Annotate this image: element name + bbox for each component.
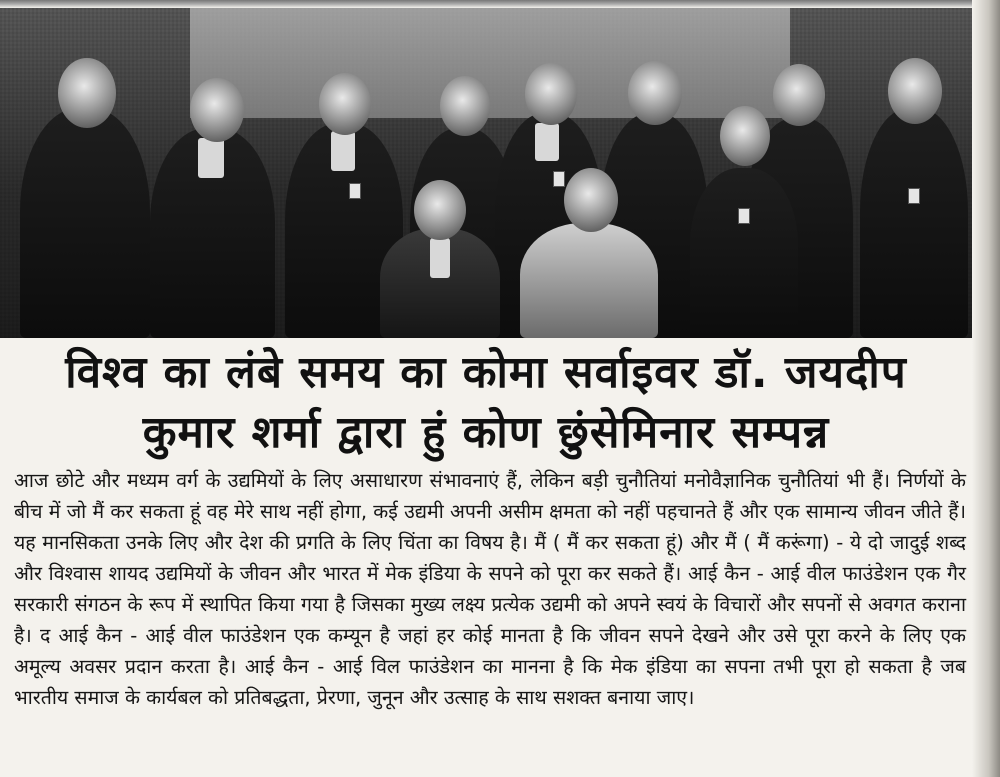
person xyxy=(380,178,500,338)
person xyxy=(150,58,280,338)
headline-line-1: विश्व का लंबे समय का कोमा सर्वाइवर डॉ. जयदीप xyxy=(65,347,907,398)
headline-line-2: कुमार शर्मा द्वारा हुं कोण छुंसेमिनार सम्पन्न xyxy=(142,407,830,458)
page-top-edge xyxy=(0,0,1000,8)
group-photo xyxy=(0,8,972,338)
person xyxy=(20,38,150,338)
person xyxy=(860,38,970,338)
page-right-edge xyxy=(972,0,1000,777)
person xyxy=(690,98,800,338)
article-body: आज छोटे और मध्यम वर्ग के उद्यमियों के लिए असाधारण संभावनाएं हैं, लेकिन बड़ी चुनौतियां मनोवैज्ञानिक चुनौतियां भी हैं। निर्णयों के बीच में जो मैं कर सकता हूं वह मेरे साथ नहीं होगा, कई उद्यमी अपनी असीम क्षमता को नहीं पहचानते हैं और एक सामान्य जीवन जीते हैं। यह मानसिकता उनके लिए और देश की प्रगति के लिए चिंता का विषय है। मैं ( मैं कर सकता हूं) और मैं ( मैं करूंगा) - ये दो जादुई शब्द और विश्वास शायद उद्यमियों के जीवन और भारत में मेक इंडिया के सपने को पूरा कर सकते हैं। आई कैन - आई वील फाउंडेशन एक गैर सरकारी संगठन के रूप में स्थापित किया गया है जिसका मुख्य लक्ष्य प्रत्येक उद्यमी को अपने स्वयं के विचारों और सपनों से अवगत कराना है। द आई कैन - आई वील फाउंडेशन एक कम्यून है जहां हर कोई मानता है कि जीवन सपने देखने और उसे पूरा करने के लिए एक अमूल्य अवसर प्रदान करता है। आई कैन - आई विल फाउंडेशन का मानना है कि मेक इंडिया का सपना तभी पूरा हो सकता है जब भारतीय समाज के कार्यबल को प्रतिबद्धता, प्रेरणा, जुनून और उत्साह के साथ सशक्त बनाया जाए। xyxy=(14,469,966,709)
person xyxy=(520,168,660,338)
